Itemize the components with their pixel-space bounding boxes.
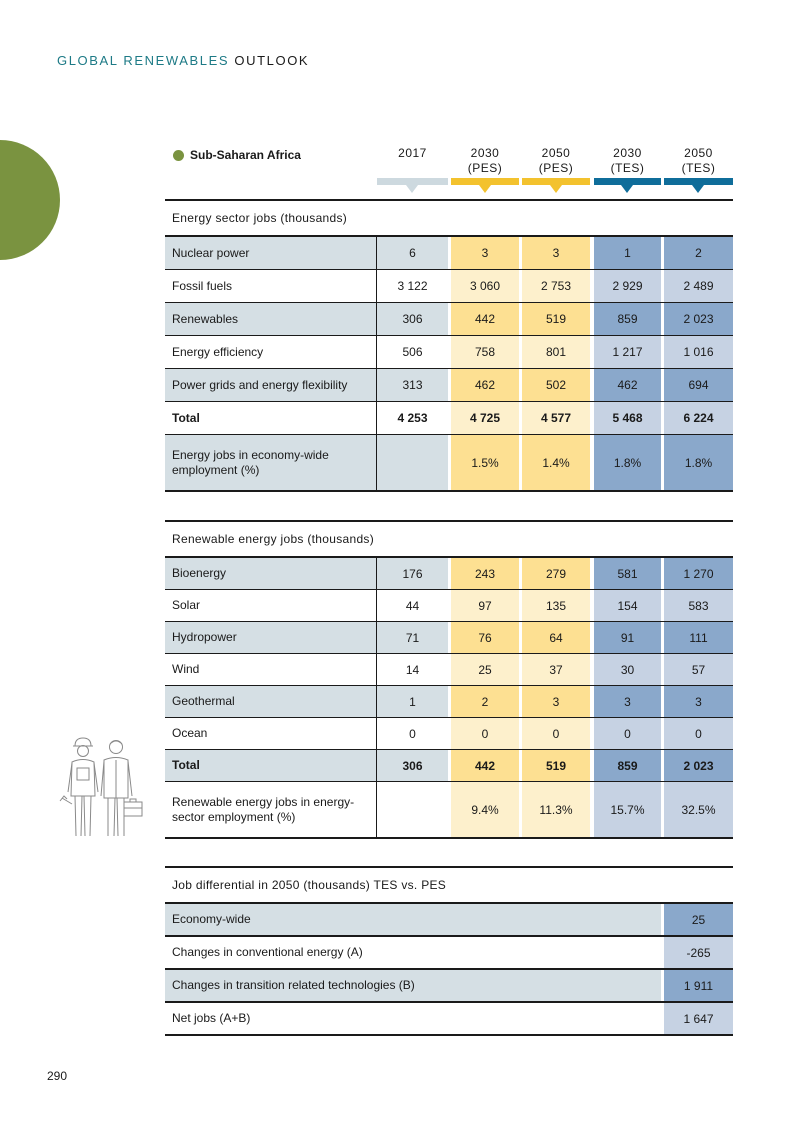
row-label: Hydropower <box>165 622 377 653</box>
value-cell: 519 <box>522 750 590 781</box>
value-cell: 1 647 <box>664 1003 733 1034</box>
value-cell: 44 <box>377 590 448 621</box>
value-cell: 859 <box>594 303 661 335</box>
column-header-2050-tes <box>664 146 733 176</box>
value-cell: 6 <box>377 237 448 269</box>
column-marker-arrow-icon <box>479 185 491 193</box>
value-cell: 64 <box>522 622 590 653</box>
column-header-2050-pes <box>522 146 590 176</box>
row-label: Wind <box>165 654 377 685</box>
value-cell: 2 023 <box>664 750 733 781</box>
region-label <box>173 148 301 162</box>
region-dot-icon <box>173 150 184 161</box>
column-marker-bar <box>451 178 519 185</box>
job-differential-table <box>165 866 733 1036</box>
column-header-year: 2030 <box>613 146 642 160</box>
value-cell: 313 <box>377 369 448 401</box>
column-header-scenario: (TES) <box>681 161 716 175</box>
header-plain: OUTLOOK <box>234 53 310 68</box>
table-row <box>165 402 733 435</box>
column-header-year: 2017 <box>398 146 427 160</box>
value-cell: 57 <box>664 654 733 685</box>
table-row <box>165 303 733 336</box>
value-cell: 859 <box>594 750 661 781</box>
region-name: Sub-Saharan Africa <box>190 148 301 162</box>
renewable-title: Renewable energy jobs (thousands) <box>165 520 733 558</box>
value-cell: 2 929 <box>594 270 661 302</box>
value-cell: 581 <box>594 558 661 589</box>
table-row <box>165 654 733 686</box>
value-cell: 2 753 <box>522 270 590 302</box>
row-label: Bioenergy <box>165 558 377 589</box>
value-cell: 37 <box>522 654 590 685</box>
value-cell: 1 <box>594 237 661 269</box>
value-cell: 502 <box>522 369 590 401</box>
column-header-scenario: (TES) <box>610 161 645 175</box>
table-row <box>165 782 733 839</box>
table-row <box>165 270 733 303</box>
value-cell: 76 <box>451 622 519 653</box>
row-label: Ocean <box>165 718 377 749</box>
renewable-energy-jobs-table <box>165 520 733 839</box>
value-cell: 306 <box>377 303 448 335</box>
value-cell: 91 <box>594 622 661 653</box>
value-cell: 176 <box>377 558 448 589</box>
value-cell: 0 <box>594 718 661 749</box>
energy-sector-title: Energy sector jobs (thousands) <box>165 199 733 237</box>
column-marker-bar <box>377 178 448 185</box>
value-cell: 2 023 <box>664 303 733 335</box>
column-header-scenario: (PES) <box>538 161 574 175</box>
row-label: Nuclear power <box>165 237 377 269</box>
value-cell: 243 <box>451 558 519 589</box>
row-label: Total <box>165 402 377 434</box>
row-label: Economy-wide <box>165 904 661 935</box>
column-header-2030-pes <box>451 146 519 176</box>
column-marker-arrow-icon <box>621 185 633 193</box>
value-cell: 0 <box>664 718 733 749</box>
page-number: 290 <box>47 1069 68 1083</box>
row-label: Power grids and energy flexibility <box>165 369 377 401</box>
value-cell: 3 122 <box>377 270 448 302</box>
table-row <box>165 970 733 1003</box>
value-cell: 0 <box>377 718 448 749</box>
row-label: Changes in conventional energy (A) <box>165 937 661 968</box>
value-cell: 442 <box>451 303 519 335</box>
differential-title: Job differential in 2050 (thousands) TES vs. PES <box>165 866 733 904</box>
value-cell: 3 <box>664 686 733 717</box>
table-row <box>165 435 733 492</box>
column-header-scenario: (PES) <box>467 161 503 175</box>
column-marker-arrow-icon <box>406 185 418 193</box>
column-headers <box>0 146 803 196</box>
value-cell: 1 016 <box>664 336 733 368</box>
row-label: Solar <box>165 590 377 621</box>
value-cell: 462 <box>594 369 661 401</box>
value-cell: 6 224 <box>664 402 733 434</box>
row-label: Geothermal <box>165 686 377 717</box>
column-header-2017 <box>377 146 448 161</box>
value-cell: 1 911 <box>664 970 733 1001</box>
row-label: Total <box>165 750 377 781</box>
row-label: Energy efficiency <box>165 336 377 368</box>
column-header-2030-tes <box>594 146 661 176</box>
value-cell: 506 <box>377 336 448 368</box>
value-cell: 1 <box>377 686 448 717</box>
value-cell: 135 <box>522 590 590 621</box>
row-label: Net jobs (A+B) <box>165 1003 661 1034</box>
table-row <box>165 558 733 590</box>
column-marker-bar <box>594 178 661 185</box>
column-marker-arrow-icon <box>550 185 562 193</box>
value-cell: 3 <box>594 686 661 717</box>
value-cell: 154 <box>594 590 661 621</box>
table-row <box>165 622 733 654</box>
value-cell: 462 <box>451 369 519 401</box>
table-row <box>165 369 733 402</box>
value-cell: 25 <box>664 904 733 935</box>
value-cell <box>377 782 448 837</box>
value-cell: 97 <box>451 590 519 621</box>
table-row <box>165 904 733 937</box>
value-cell: -265 <box>664 937 733 968</box>
value-cell: 2 489 <box>664 270 733 302</box>
value-cell: 694 <box>664 369 733 401</box>
value-cell: 3 <box>451 237 519 269</box>
value-cell: 3 <box>522 686 590 717</box>
value-cell: 9.4% <box>451 782 519 837</box>
value-cell: 758 <box>451 336 519 368</box>
value-cell: 14 <box>377 654 448 685</box>
value-cell: 4 725 <box>451 402 519 434</box>
value-cell: 2 <box>664 237 733 269</box>
value-cell: 4 253 <box>377 402 448 434</box>
table-row <box>165 590 733 622</box>
value-cell: 801 <box>522 336 590 368</box>
value-cell: 1.8% <box>664 435 733 490</box>
value-cell: 0 <box>451 718 519 749</box>
value-cell: 25 <box>451 654 519 685</box>
table-row <box>165 718 733 750</box>
workers-illustration-icon <box>58 736 148 840</box>
row-label: Renewables <box>165 303 377 335</box>
energy-sector-jobs-table <box>165 199 733 492</box>
value-cell: 11.3% <box>522 782 590 837</box>
value-cell: 15.7% <box>594 782 661 837</box>
value-cell: 1.4% <box>522 435 590 490</box>
value-cell: 1.5% <box>451 435 519 490</box>
value-cell: 1 217 <box>594 336 661 368</box>
value-cell: 1 270 <box>664 558 733 589</box>
row-label: Renewable energy jobs in energy-sector employment (%) <box>165 782 377 837</box>
value-cell: 3 <box>522 237 590 269</box>
value-cell: 2 <box>451 686 519 717</box>
table-row <box>165 1003 733 1036</box>
value-cell: 71 <box>377 622 448 653</box>
column-marker-bar <box>522 178 590 185</box>
value-cell: 306 <box>377 750 448 781</box>
table-row <box>165 336 733 369</box>
value-cell: 583 <box>664 590 733 621</box>
value-cell: 32.5% <box>664 782 733 837</box>
value-cell: 0 <box>522 718 590 749</box>
value-cell <box>377 435 448 490</box>
table-row <box>165 750 733 782</box>
header-accent: GLOBAL RENEWABLES <box>57 53 230 68</box>
value-cell: 30 <box>594 654 661 685</box>
row-label: Fossil fuels <box>165 270 377 302</box>
value-cell: 3 060 <box>451 270 519 302</box>
column-header-year: 2030 <box>470 146 500 160</box>
value-cell: 519 <box>522 303 590 335</box>
table-row <box>165 686 733 718</box>
value-cell: 111 <box>664 622 733 653</box>
value-cell: 1.8% <box>594 435 661 490</box>
table-row <box>165 937 733 970</box>
value-cell: 279 <box>522 558 590 589</box>
value-cell: 4 577 <box>522 402 590 434</box>
column-marker-bar <box>664 178 733 185</box>
running-header <box>57 53 309 68</box>
value-cell: 5 468 <box>594 402 661 434</box>
row-label: Energy jobs in economy-wide employment (%) <box>165 435 377 490</box>
column-marker-arrow-icon <box>692 185 704 193</box>
row-label: Changes in transition related technologies (B) <box>165 970 661 1001</box>
table-row <box>165 237 733 270</box>
value-cell: 442 <box>451 750 519 781</box>
column-header-year: 2050 <box>541 146 571 160</box>
column-header-year: 2050 <box>684 146 713 160</box>
